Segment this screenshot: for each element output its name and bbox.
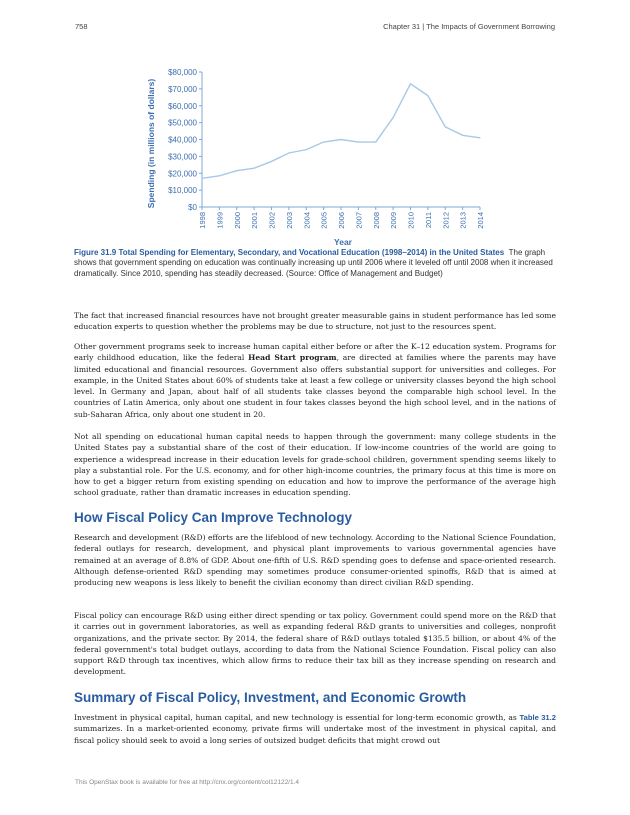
data-point bbox=[479, 137, 480, 138]
data-point bbox=[393, 117, 394, 118]
data-point bbox=[236, 170, 237, 171]
section-heading: Summary of Fiscal Policy, Investment, and Economic Growth bbox=[74, 690, 467, 705]
data-point bbox=[306, 149, 307, 150]
figure-chart bbox=[140, 64, 500, 254]
y-tick-label: $80,000 bbox=[168, 68, 197, 77]
y-tick-label: $0 bbox=[188, 203, 197, 212]
x-tick-label: 2014 bbox=[476, 212, 485, 229]
x-tick-label: 2010 bbox=[406, 212, 416, 229]
x-tick-label: 1999 bbox=[215, 212, 225, 229]
data-point bbox=[375, 141, 376, 142]
section-heading: How Fiscal Policy Can Improve Technology bbox=[74, 510, 353, 525]
data-point bbox=[410, 83, 411, 84]
data-point bbox=[323, 141, 324, 142]
paragraph bbox=[74, 341, 556, 420]
footer: This OpenStax book is available for free at http://cnx.org/content/col12122/1.4 bbox=[75, 779, 300, 786]
paragraph bbox=[74, 712, 556, 746]
x-tick-label: 2006 bbox=[337, 212, 346, 229]
data-point bbox=[288, 152, 289, 153]
page-number: 758 bbox=[75, 22, 88, 31]
x-tick-label: 2009 bbox=[389, 212, 399, 229]
x-tick-label: 2013 bbox=[458, 212, 468, 229]
figure-caption bbox=[74, 248, 556, 279]
x-axis-title: Year bbox=[334, 237, 352, 247]
data-point bbox=[462, 135, 463, 136]
paragraph: Research and development (R&D) efforts are the lifeblood of new technology. According to the National Science Foundation, federal outlays for research, development, and physical plant improvements to various governmental agencies have remained at an average of 8.8% of GDP. About one-fifth of U.S. R&D spending goes to defense and space-oriented research. Although defense-oriented R&D spending may sometimes produce consumer-oriented spinoffs, R&D that is aimed at producing new weapons is less likely to benefit the civilian economy than direct civilian R&D spending. bbox=[74, 533, 556, 588]
data-point bbox=[219, 175, 220, 176]
paragraph-text: , are directed at families where the parents may have limited educational and financial resources. Government also offers substantial support for universities and colleges. For example, in the United States about 60% of students take at least a few college or university classes beyond the high school level. In Germany and Japan, about half of all students take classes beyond the comparable high school level. In the countries of Latin America, only about one student in four takes classes beyond the high school level, and in the nations of sub-Saharan Africa, only about one student in 20. bbox=[74, 353, 556, 419]
y-tick-label: $20,000 bbox=[168, 169, 197, 179]
y-tick-label: $70,000 bbox=[168, 84, 197, 94]
x-tick-label: 2000 bbox=[232, 212, 242, 229]
line-chart bbox=[140, 64, 500, 254]
paragraph: The fact that increased financial resources have not brought greater measurable gains in student performance has led some education experts to question whether the problems may be due to structure, not just to the resources spent. bbox=[74, 311, 556, 332]
x-tick-label: 2012 bbox=[441, 212, 451, 229]
table-link[interactable]: Table 31.2 bbox=[519, 713, 556, 722]
paragraph: Not all spending on educational human capital needs to happen through the government: many college students in the United States pay a substantial share of the cost of their education. If low-income countries of the world are going to experience a widespread increase in their education levels for grade-school children, government spending seems likely to play a substantial role. For the U.S. economy, and for other high-income countries, the primary focus at this time is more on how to get a bigger return from existing spending on education and how to improve the performance of the average high school graduate, rather than dramatic increases in education spending. bbox=[74, 432, 556, 498]
y-tick-label: $60,000 bbox=[168, 101, 197, 111]
key-term: Head Start program bbox=[248, 353, 337, 363]
x-tick-label: 2008 bbox=[371, 212, 381, 229]
y-axis-title: Spending (in millions of dollars) bbox=[146, 78, 156, 209]
y-tick-label: $40,000 bbox=[168, 135, 197, 145]
paragraph-text: Other government programs seek to increase human capital either before or after the K–12 education system. Programs for early childhood education, like the federal bbox=[74, 342, 556, 363]
data-point bbox=[358, 141, 359, 142]
y-tick-label: $50,000 bbox=[168, 118, 197, 128]
x-tick-label: 2001 bbox=[250, 212, 260, 229]
x-tick-label: 2002 bbox=[267, 212, 277, 229]
figure-label: Figure 31.9 Total Spending for Elementary, Secondary, and Vocational Education (1998–2014) in the United States bbox=[74, 248, 505, 257]
x-tick-label: 2004 bbox=[302, 212, 312, 229]
figure-description: The graph shows that government spending on education was continually increasing up until 2006 where it leveled off until 2008 when it increased dramatically. Since 2010, spending has steadily decreased. (Source: Office of Management and Budget) bbox=[74, 248, 553, 278]
series-line bbox=[202, 84, 480, 179]
data-point bbox=[201, 178, 202, 179]
chapter-title: Chapter 31 | The Impacts of Government Borrowing bbox=[383, 22, 555, 31]
y-tick-label: $30,000 bbox=[168, 152, 197, 162]
data-point bbox=[340, 139, 341, 140]
data-point bbox=[254, 168, 255, 169]
data-point bbox=[271, 161, 272, 162]
x-tick-label: 2005 bbox=[319, 212, 329, 229]
data-point bbox=[427, 95, 428, 96]
x-tick-label: 2007 bbox=[354, 212, 364, 229]
data-point bbox=[445, 126, 446, 127]
x-tick-label: 1998 bbox=[198, 212, 207, 229]
x-tick-label: 2011 bbox=[423, 212, 433, 229]
x-tick-label: 2003 bbox=[284, 212, 294, 229]
paragraph-text: Investment in physical capital, human capital, and new technology is essential for long-term economic growth, as bbox=[74, 713, 520, 722]
paragraph-text: summarizes. In a market-oriented economy, private firms will undertake most of the investment in physical capital, and fiscal policy should seek to avoid a long series of outsized budget deficits that might crowd out bbox=[74, 724, 556, 745]
y-tick-label: $10,000 bbox=[168, 186, 197, 196]
paragraph: Fiscal policy can encourage R&D using either direct spending or tax policy. Government could spend more on the R&D that it carries out in government laboratories, as well as expanding federal R&D grants to universities and colleges, nonprofit organizations, and the private sector. By 2014, the federal share of R&D outlays totaled $135.5 billion, or about 4% of the federal government's total budget outlays, according to data from the National Science Foundation. Fiscal policy can also support R&D through tax incentives, which allow firms to reduce their tax bill as they increase spending on research and development. bbox=[74, 611, 556, 677]
